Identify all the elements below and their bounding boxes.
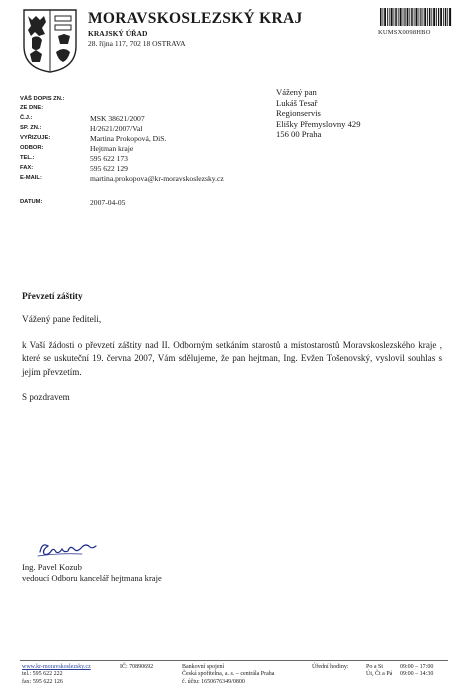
recipient-city: 156 00 Praha — [276, 129, 322, 139]
meta-value: Martina Prokopová, DiS. — [90, 134, 167, 143]
office-name: KRAJSKÝ ÚŘAD — [88, 29, 148, 38]
meta-label: VÁŠ DOPIS ZN.: — [20, 96, 65, 102]
footer-divider — [20, 660, 448, 661]
meta-label: SP. ZN.: — [20, 125, 42, 131]
footer-bank-label: Bankovní spojení — [182, 664, 225, 670]
signer-title: vedoucí Odboru kancelář hejtmana kraje — [22, 573, 162, 583]
meta-value: MSK 38621/2007 — [90, 114, 145, 123]
footer-bank — [182, 664, 274, 686]
footer-hours-days — [366, 664, 392, 679]
meta-value: Hejtman kraje — [90, 144, 134, 153]
footer-website-link[interactable]: www.kr-moravskoslezsky.cz — [22, 664, 91, 670]
meta-value: H/2621/2007/Val — [90, 124, 143, 133]
footer-days-2: Út, Čt a Pá — [366, 671, 393, 678]
footer-hours-label: Úřední hodiny: — [312, 664, 349, 670]
meta-value: martina.prokopova@kr-moravskoslezsky.cz — [90, 174, 224, 183]
footer-hours-times — [400, 664, 433, 679]
signer-name: Ing. Pavel Kozub — [22, 562, 82, 572]
meta-label: ODBOR: — [20, 145, 44, 151]
meta-label: TEL.: — [20, 155, 35, 161]
letter-closing: S pozdravem — [22, 392, 70, 402]
barcode — [380, 8, 452, 26]
meta-value: 595 622 173 — [90, 154, 128, 163]
footer-days-1: Po a St — [366, 664, 384, 670]
letter-body: k Vaší žádosti o převzetí záštity nad II. Odborným setkáním starostů a místostarostů Moravskoslezského kraje , které se uskuteční 19. června 2007, Vám sdělujeme, že pan hejtman, Ing. Evžen Tošenovský, vyslovil souhlas s jejím převzetím. — [22, 340, 442, 377]
handwritten-signature — [36, 538, 106, 560]
meta-label: E-MAIL: — [20, 175, 42, 181]
letter-subject: Převzetí záštity — [22, 292, 83, 302]
meta-label: DATUM: — [20, 199, 43, 205]
footer-phone: tel.: 595 622 222 — [22, 671, 63, 678]
meta-value: 2007-04-05 — [90, 198, 126, 207]
footer-fax: fax: 595 622 126 — [22, 678, 63, 685]
meta-value: 595 622 129 — [90, 164, 128, 173]
recipient-name: Lukáš Tesař — [276, 97, 318, 108]
meta-label: Č.J.: — [20, 115, 33, 121]
meta-label: VYŘIZUJE: — [20, 135, 51, 141]
letter-salutation: Vážený pane řediteli, — [22, 315, 102, 325]
footer-time-1: 09:00 – 17:00 — [400, 664, 434, 670]
document-code: KUMSX0098HBO — [378, 29, 431, 36]
recipient-street: Elišky Přemyslovny 429 — [276, 118, 361, 129]
meta-label: FAX: — [20, 165, 34, 171]
organization-name: MORAVSKOSLEZSKÝ KRAJ — [88, 10, 303, 27]
footer-bank-account: č. účtu: 1650676349/0800 — [182, 678, 245, 685]
footer-contact — [22, 664, 91, 686]
coat-of-arms-logo — [22, 8, 78, 74]
footer-time-2: 09:00 – 14:30 — [400, 671, 434, 678]
meta-label: ZE DNE: — [20, 105, 44, 111]
footer-company-id: IČ: 70890692 — [120, 664, 154, 670]
recipient-salutation: Vážený pan — [276, 87, 317, 97]
recipient-address — [276, 87, 361, 140]
recipient-company: Regionservis — [276, 108, 321, 118]
office-address: 28. října 117, 702 18 OSTRAVA — [88, 39, 186, 48]
footer-bank-name: Česká spořitelna, a. s. – centrála Praha — [182, 671, 275, 678]
